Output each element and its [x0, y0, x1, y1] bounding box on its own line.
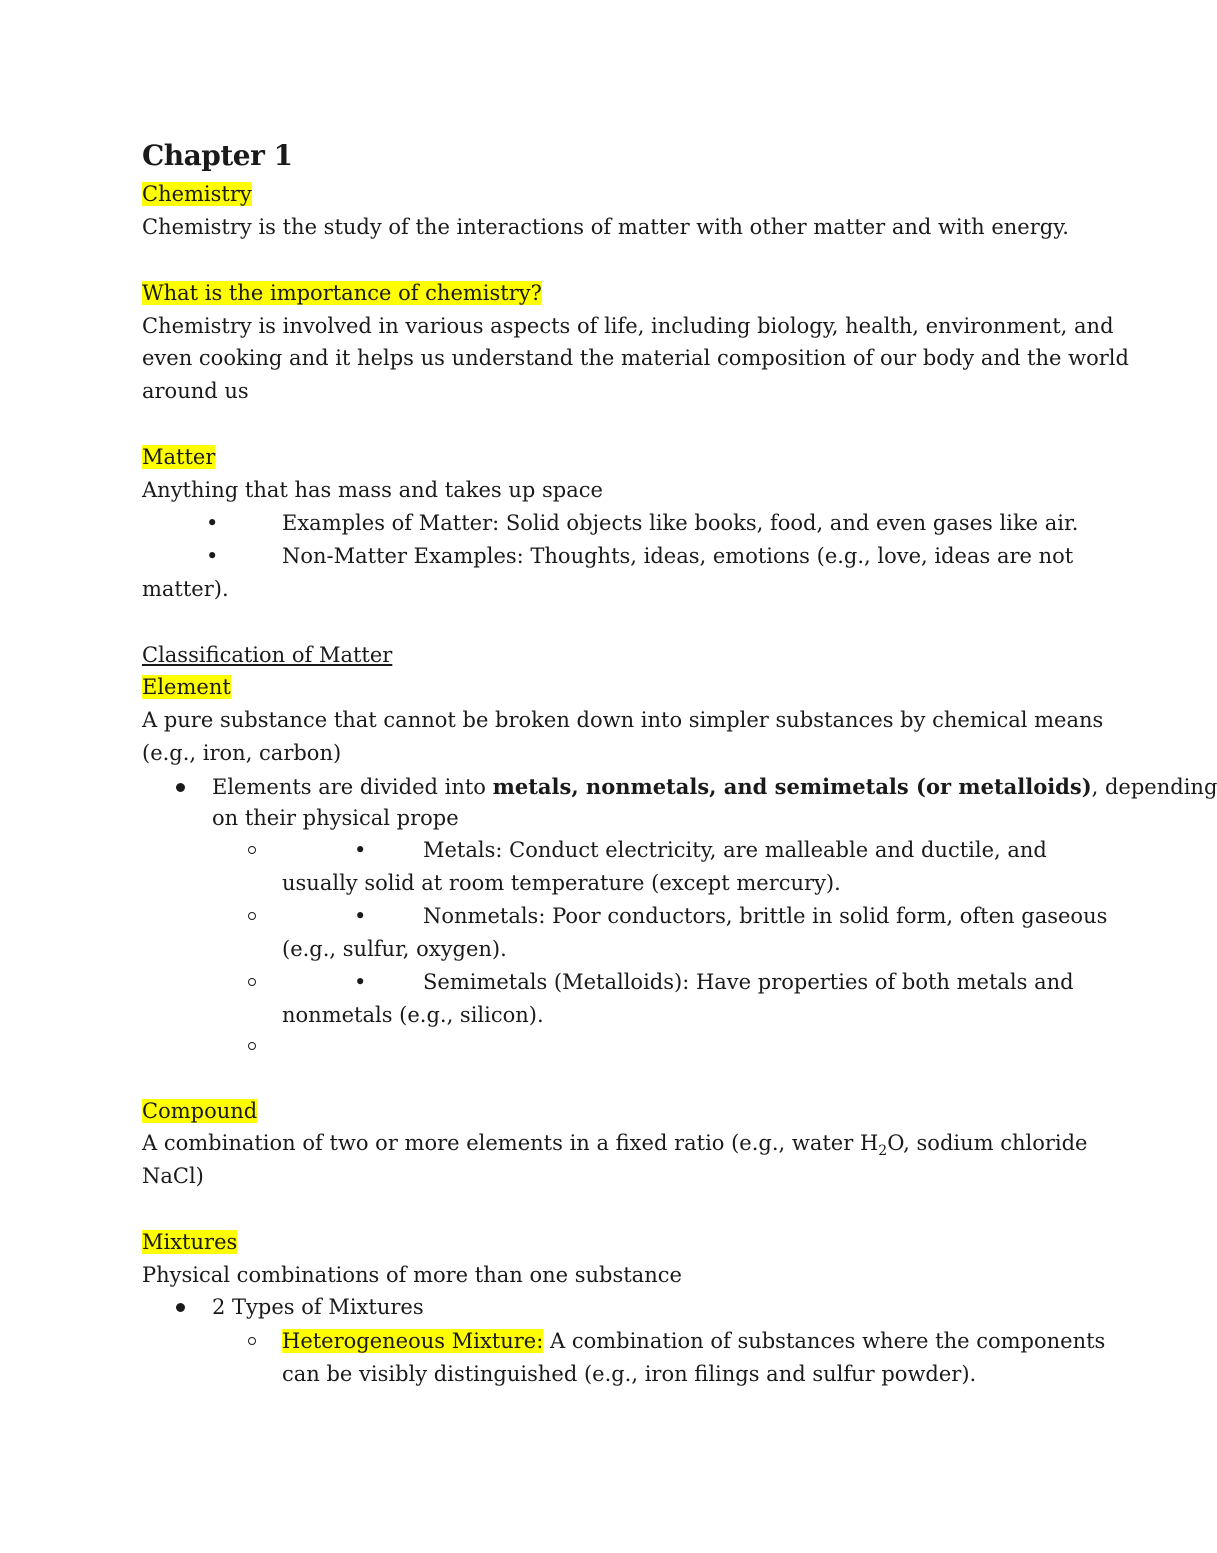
element-definition-1: A pure substance that cannot be broken down into simpler substances by chemical means [142, 708, 1104, 732]
nonmetals-circle-marker [248, 912, 256, 920]
element-division-bold: metals, nonmetals, and semimetals (or metalloids) [492, 774, 1092, 799]
chemistry-heading [142, 180, 252, 208]
importance-line-3: around us [142, 379, 249, 403]
compound-line-2: NaCl) [142, 1164, 204, 1188]
mixtures-heading-text: Mixtures [142, 1230, 238, 1254]
matter-heading-text: Matter [142, 445, 216, 469]
chemistry-heading-text: Chemistry [142, 182, 252, 206]
element-division-bullet [176, 783, 185, 792]
classification-heading [142, 641, 392, 669]
semimetals-line-1: Semimetals (Metalloids): Have properties of both metals and [423, 970, 1074, 994]
heterogeneous-label: Heterogeneous Mixture: [282, 1329, 544, 1353]
compound-line-1-pre: A combination of two or more elements in a fixed ratio (e.g., water H [142, 1131, 879, 1155]
heterogeneous-line-1 [282, 1327, 1105, 1355]
element-heading-text: Element [142, 675, 231, 699]
mixtures-heading [142, 1228, 237, 1256]
chemistry-definition: Chemistry is the study of the interactions of matter with other matter and with energy. [142, 215, 1069, 239]
nonmetals-line-1: Nonmetals: Poor conductors, brittle in solid form, often gaseous [423, 904, 1108, 928]
element-division-cont: on their physical prope [212, 806, 459, 830]
semimetals-circle-marker [248, 978, 256, 986]
importance-line-2: even cooking and it helps us understand the material composition of our body and the world [142, 346, 1129, 370]
element-definition-2: (e.g., iron, carbon) [142, 741, 342, 765]
matter-heading [142, 443, 215, 471]
non-matter-bullet: • [206, 544, 219, 568]
non-matter-examples: Non-Matter Examples: Thoughts, ideas, emotions (e.g., love, ideas are not [282, 544, 1074, 568]
mixtures-types: 2 Types of Mixtures [212, 1295, 424, 1319]
compound-heading [142, 1097, 257, 1125]
chapter-title: Chapter 1 [142, 139, 293, 172]
mixtures-definition: Physical combinations of more than one substance [142, 1263, 682, 1287]
metals-circle-marker [248, 846, 256, 854]
element-division-pre: Elements are divided into [212, 775, 493, 799]
nonmetals-bullet: • [354, 904, 367, 928]
mixtures-types-bullet [176, 1303, 185, 1312]
heterogeneous-line-2: can be visibly distinguished (e.g., iron filings and sulfur powder). [282, 1362, 977, 1386]
importance-question [142, 279, 542, 307]
compound-line-1-post: O, sodium chloride [887, 1131, 1088, 1155]
metals-line-1: Metals: Conduct electricity, are malleable and ductile, and [423, 838, 1047, 862]
nonmetals-line-2: (e.g., sulfur, oxygen). [282, 937, 507, 961]
metals-bullet: • [354, 838, 367, 862]
matter-example-bullet: • [206, 511, 219, 535]
compound-heading-text: Compound [142, 1099, 258, 1123]
empty-circle-marker [248, 1042, 256, 1050]
matter-examples: Examples of Matter: Solid objects like books, food, and even gases like air. [282, 511, 1079, 535]
importance-line-1: Chemistry is involved in various aspects of life, including biology, health, environment, and [142, 314, 1114, 338]
element-heading [142, 673, 231, 701]
non-matter-examples-cont: matter). [142, 577, 229, 601]
classification-heading-text: Classification of Matter [142, 643, 393, 667]
compound-subscript: 2 [878, 1143, 888, 1160]
hetero-circle-marker [248, 1337, 256, 1345]
heterogeneous-text: A combination of substances where the components [543, 1329, 1106, 1353]
semimetals-bullet: • [354, 970, 367, 994]
compound-line-1 [142, 1129, 1088, 1165]
importance-question-text: What is the importance of chemistry? [142, 281, 542, 305]
element-division-post: , depending [1091, 775, 1217, 799]
metals-line-2: usually solid at room temperature (except mercury). [282, 871, 841, 895]
element-division [212, 773, 1217, 801]
semimetals-line-2: nonmetals (e.g., silicon). [282, 1003, 544, 1027]
matter-definition: Anything that has mass and takes up space [142, 478, 603, 502]
